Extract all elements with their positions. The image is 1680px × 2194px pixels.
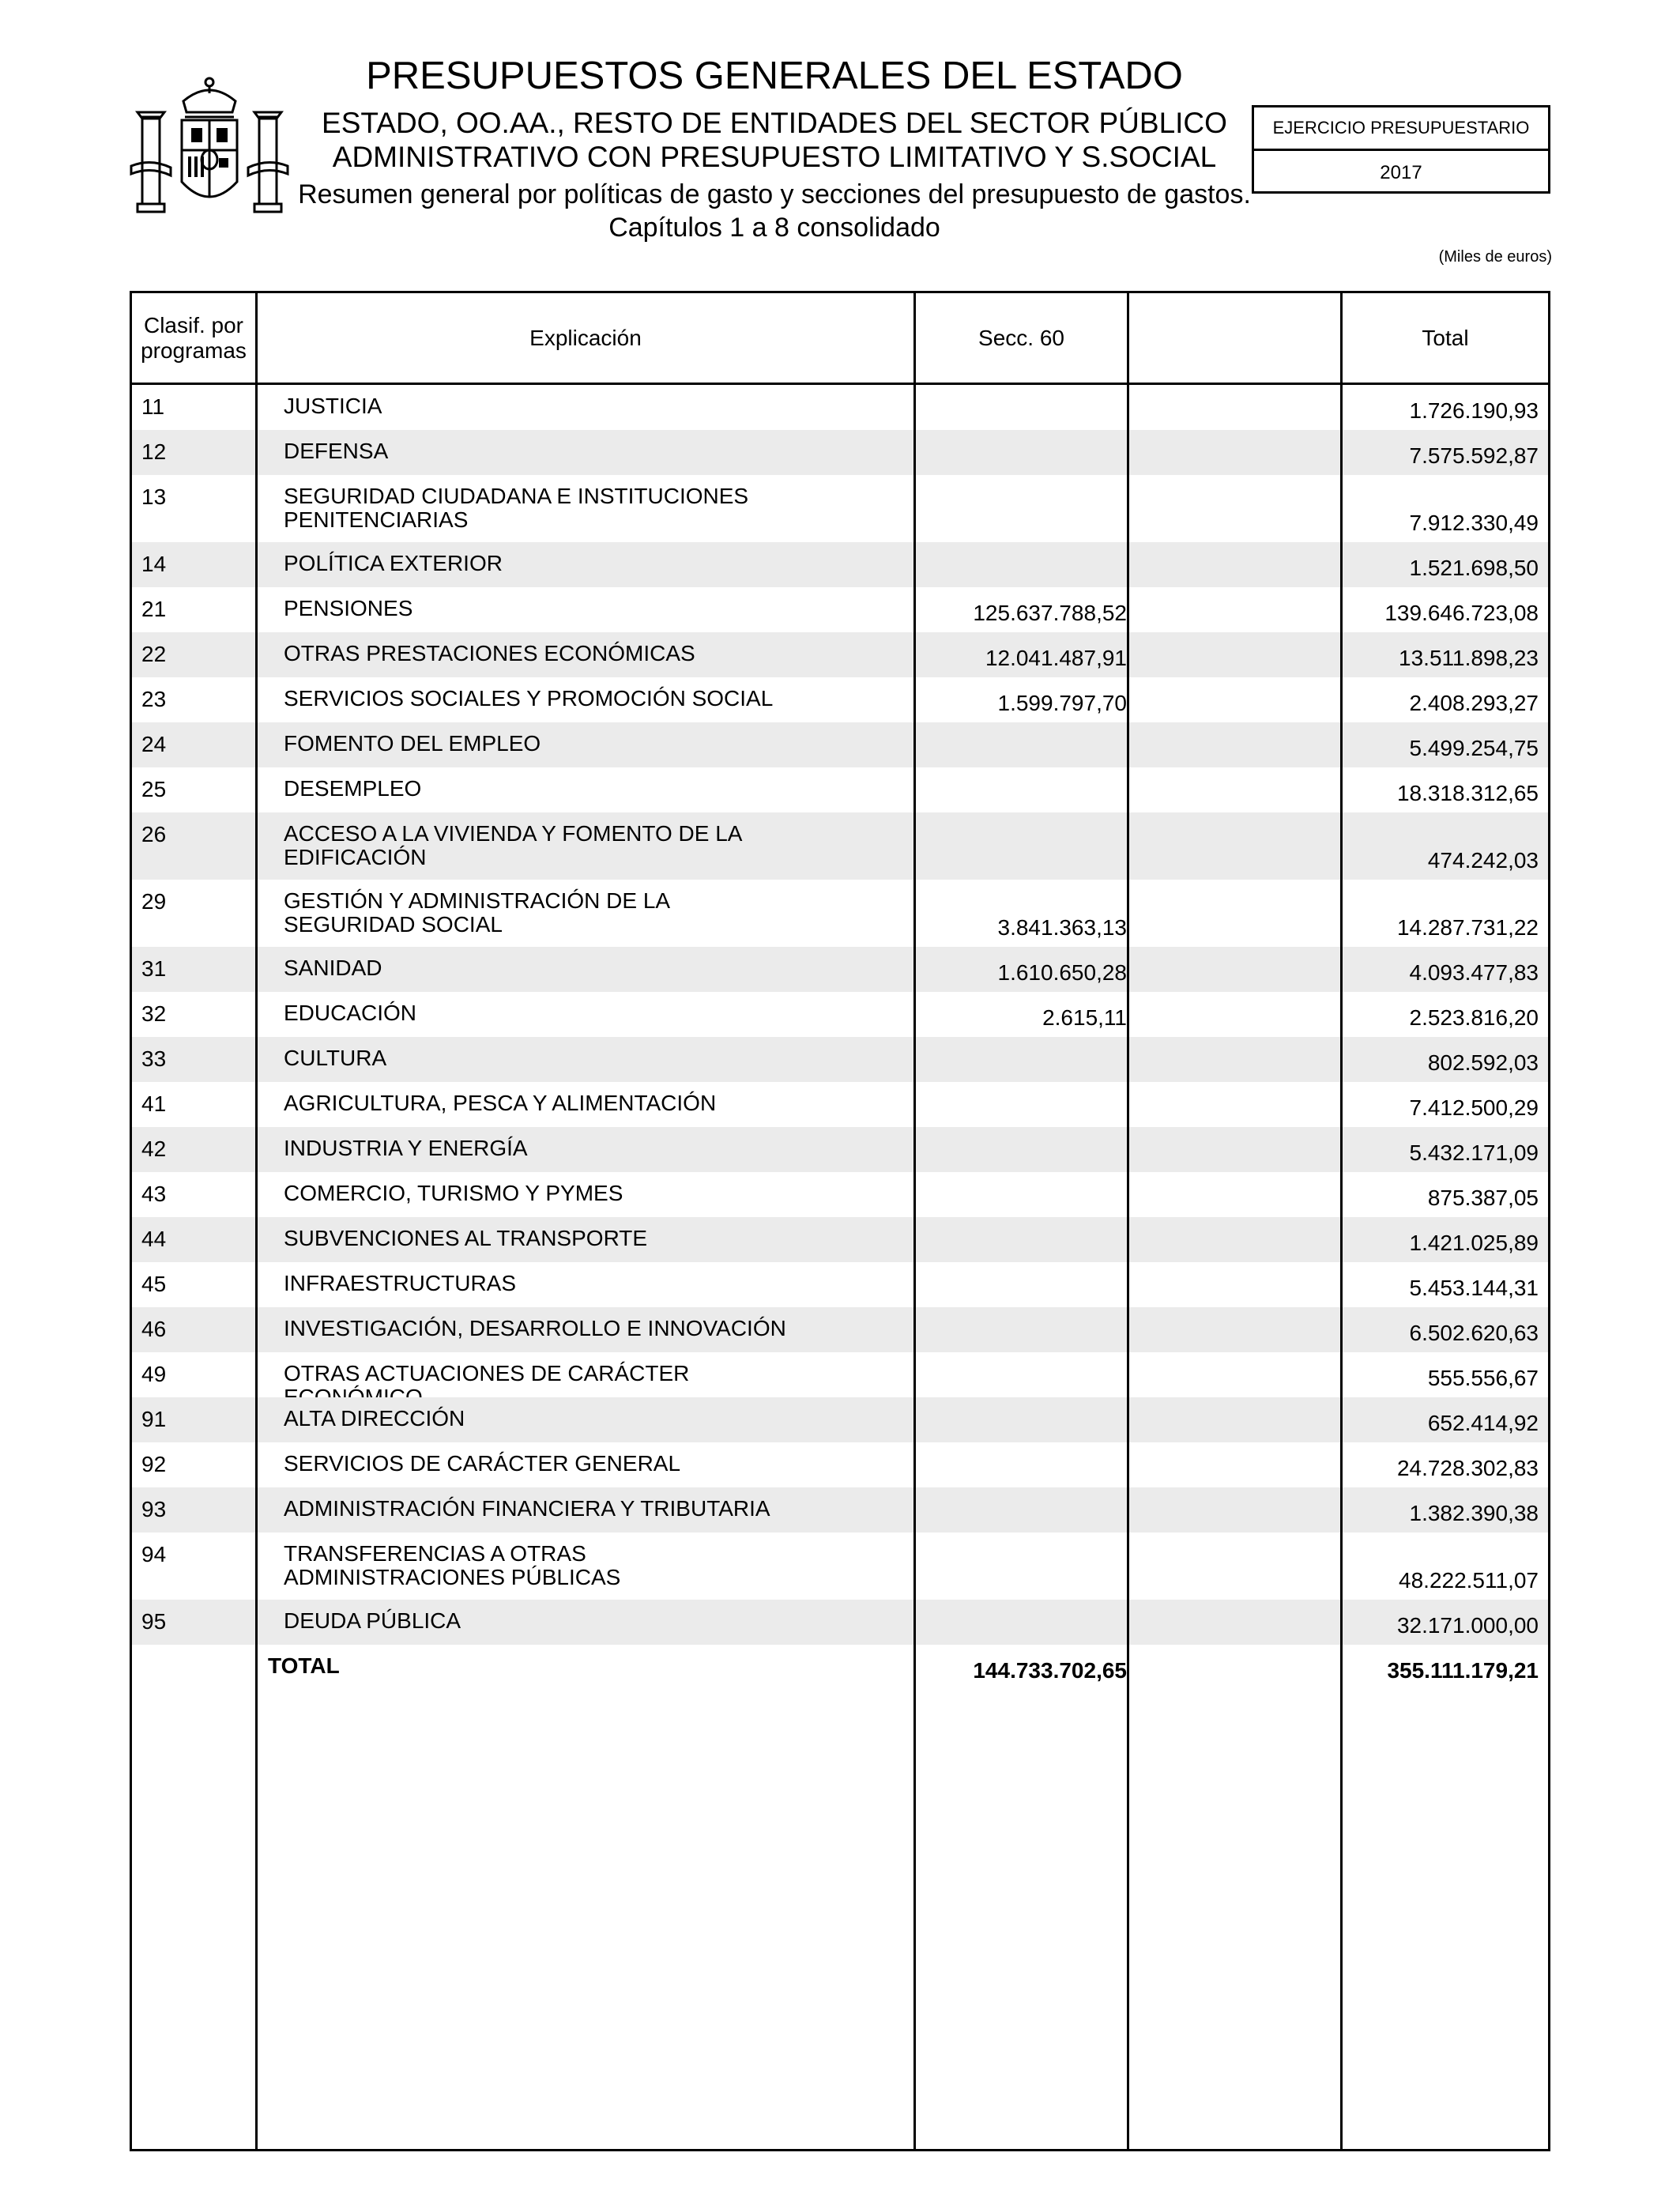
total-row (132, 1645, 1548, 1690)
row-code: 29 (141, 889, 167, 914)
row-secc-60 (922, 1442, 1127, 1487)
row-explicacion: OTRAS PRESTACIONES ECONÓMICAS (284, 641, 695, 665)
table-row (132, 947, 1548, 992)
subtitle-administrative: ADMINISTRATIVO CON PRESUPUESTO LIMITATIVO Y S.SOCIAL (332, 141, 1217, 173)
row-explicacion: OTRAS ACTUACIONES DE CARÁCTER (284, 1361, 690, 1385)
row-code: 32 (141, 1001, 167, 1026)
row-secc-60: 1.599.797,70 (997, 691, 1127, 715)
page-title: PRESUPUESTOS GENERALES DEL ESTADO (366, 55, 1183, 97)
row-secc-60 (922, 1262, 1127, 1307)
table-row (132, 1307, 1548, 1352)
table-row (132, 880, 1548, 947)
units-label: (Miles de euros) (1438, 248, 1552, 266)
header-secc-60: Secc. 60 (978, 325, 1064, 350)
row-explicacion: EDUCACIÓN (284, 1001, 417, 1025)
row-secc-60 (922, 767, 1127, 812)
row-code: 33 (141, 1046, 167, 1071)
row-code: 26 (141, 822, 167, 846)
table-row (132, 1127, 1548, 1172)
row-total: 24.728.302,83 (1396, 1456, 1539, 1480)
row-explicacion: CULTURA (284, 1046, 387, 1070)
row-secc-60 (922, 1487, 1127, 1532)
row-code: 94 (141, 1542, 167, 1566)
row-explicacion: TRANSFERENCIAS A OTRAS ADMINISTRACIONES PÚBLICAS (284, 1541, 621, 1589)
row-explicacion: DEFENSA (284, 439, 389, 463)
row-secc-60: 1.610.650,28 (997, 960, 1127, 985)
column-divider (1127, 293, 1129, 2149)
row-secc-60 (922, 1037, 1127, 1082)
table-row (132, 587, 1548, 632)
column-divider (913, 293, 916, 2149)
row-secc-60: 12.041.487,91 (985, 646, 1127, 670)
row-code: 13 (141, 484, 167, 509)
header-clasif: Clasif. por programas (141, 312, 247, 363)
row-secc-60: 3.841.363,13 (997, 915, 1127, 940)
header-blank (1129, 293, 1340, 383)
row-code: 31 (141, 956, 167, 981)
table-row (132, 475, 1548, 542)
column-divider (1340, 293, 1343, 2149)
total-value: 355.111.179,21 (1387, 1658, 1539, 1683)
row-total: 652.414,92 (1427, 1411, 1539, 1435)
row-explicacion: DEUDA PÚBLICA (284, 1608, 461, 1633)
row-secc-60 (922, 812, 1127, 880)
row-total: 14.287.731,22 (1396, 915, 1539, 940)
row-code: 25 (141, 777, 167, 801)
table-row (132, 1217, 1548, 1262)
row-secc-60 (922, 1600, 1127, 1645)
row-total: 7.575.592,87 (1409, 443, 1539, 468)
row-code: 12 (141, 439, 167, 464)
ejercicio-label: EJERCICIO PRESUPUESTARIO (1254, 107, 1548, 151)
row-code: 21 (141, 597, 167, 621)
table-row (132, 1262, 1548, 1307)
row-explicacion: SEGURIDAD CIUDADANA E INSTITUCIONES PENITENCIARIAS (284, 484, 749, 532)
subtitle-chapters: Capítulos 1 a 8 consolidado (608, 213, 940, 243)
row-explicacion: SANIDAD (284, 956, 382, 980)
row-total: 5.432.171,09 (1409, 1140, 1539, 1165)
row-code: 42 (141, 1137, 167, 1161)
row-secc-60 (922, 385, 1127, 430)
row-total: 5.499.254,75 (1409, 736, 1539, 760)
row-total: 802.592,03 (1427, 1050, 1539, 1075)
row-code: 22 (141, 642, 167, 666)
row-secc-60 (922, 1217, 1127, 1262)
row-total: 1.726.190,93 (1409, 398, 1539, 423)
row-code: 11 (141, 394, 165, 419)
header-explicacion: Explicación (529, 325, 642, 350)
row-total: 1.382.390,38 (1409, 1501, 1539, 1525)
table-row (132, 1397, 1548, 1442)
subtitle-summary: Resumen general por políticas de gasto y secciones del presupuesto de gastos. (298, 179, 1251, 209)
row-secc-60: 125.637.788,52 (973, 601, 1127, 625)
row-total: 48.222.511,07 (1399, 1568, 1539, 1593)
row-explicacion: PENSIONES (284, 596, 413, 620)
row-secc-60 (922, 722, 1127, 767)
row-explicacion: INVESTIGACIÓN, DESARROLLO E INNOVACIÓN (284, 1316, 786, 1340)
row-code: 46 (141, 1317, 167, 1341)
row-secc-60 (922, 1127, 1127, 1172)
row-total: 1.521.698,50 (1409, 556, 1539, 580)
row-total: 2.408.293,27 (1409, 691, 1539, 715)
row-code: 41 (141, 1091, 167, 1116)
row-code: 92 (141, 1452, 167, 1476)
row-explicacion: ADMINISTRACIÓN FINANCIERA Y TRIBUTARIA (284, 1496, 770, 1521)
row-secc-60: 2.615,11 (1042, 1005, 1127, 1030)
row-secc-60 (922, 475, 1127, 542)
row-explicacion: ACCESO A LA VIVIENDA Y FOMENTO DE LA EDIFICACIÓN (284, 821, 741, 869)
table-row (132, 1442, 1548, 1487)
ejercicio-box (1252, 105, 1550, 194)
row-secc-60 (922, 430, 1127, 475)
row-code: 45 (141, 1272, 167, 1296)
row-code: 49 (141, 1362, 167, 1386)
row-total: 7.912.330,49 (1409, 511, 1539, 535)
row-secc-60 (922, 542, 1127, 587)
row-total: 474.242,03 (1427, 848, 1539, 873)
budget-table (130, 291, 1550, 2151)
row-code: 95 (141, 1609, 167, 1634)
table-row (132, 632, 1548, 677)
row-explicacion: AGRICULTURA, PESCA Y ALIMENTACIÓN (284, 1091, 717, 1115)
table-row (132, 722, 1548, 767)
row-code: 44 (141, 1227, 167, 1251)
row-secc-60 (922, 1532, 1127, 1600)
table-row (132, 1082, 1548, 1127)
row-total: 555.556,67 (1427, 1366, 1539, 1390)
table-row (132, 812, 1548, 880)
row-code: 14 (141, 552, 167, 576)
row-code: 23 (141, 687, 167, 711)
row-explicacion: ALTA DIRECCIÓN (284, 1406, 465, 1431)
table-row (132, 992, 1548, 1037)
row-total: 6.502.620,63 (1409, 1321, 1539, 1345)
row-total: 7.412.500,29 (1409, 1095, 1539, 1120)
row-explicacion: JUSTICIA (284, 394, 382, 418)
coat-of-arms-icon (128, 71, 291, 229)
row-total: 139.646.723,08 (1384, 601, 1539, 625)
table-row (132, 677, 1548, 722)
table-row (132, 542, 1548, 587)
row-explicacion: DESEMPLEO (284, 776, 422, 801)
row-code: 24 (141, 732, 167, 756)
row-explicacion: POLÍTICA EXTERIOR (284, 551, 503, 575)
column-divider (255, 293, 258, 2149)
row-explicacion: SERVICIOS DE CARÁCTER GENERAL (284, 1451, 681, 1476)
subtitle-entities: ESTADO, OO.AA., RESTO DE ENTIDADES DEL SECTOR PÚBLICO (322, 107, 1227, 139)
table-row (132, 385, 1548, 430)
row-explicacion: COMERCIO, TURISMO Y PYMES (284, 1181, 623, 1205)
row-total: 18.318.312,65 (1396, 781, 1539, 805)
table-row (132, 1172, 1548, 1217)
row-secc-60 (922, 1307, 1127, 1352)
header-total: Total (1422, 325, 1469, 350)
row-explicacion: GESTIÓN Y ADMINISTRACIÓN DE LA SEGURIDAD SOCIAL (284, 888, 669, 937)
row-code: 43 (141, 1182, 167, 1206)
total-label: TOTAL (268, 1653, 340, 1678)
row-explicacion: INFRAESTRUCTURAS (284, 1271, 517, 1295)
row-explicacion: INDUSTRIA Y ENERGÍA (284, 1136, 528, 1160)
row-explicacion: SUBVENCIONES AL TRANSPORTE (284, 1226, 648, 1250)
row-total: 5.453.144,31 (1409, 1276, 1539, 1300)
row-code: 93 (141, 1497, 167, 1521)
table-row (132, 1037, 1548, 1082)
row-explicacion: SERVICIOS SOCIALES Y PROMOCIÓN SOCIAL (284, 686, 774, 711)
row-total: 2.523.816,20 (1409, 1005, 1539, 1030)
table-row (132, 430, 1548, 475)
table-row (132, 767, 1548, 812)
table-row (132, 1600, 1548, 1645)
row-explicacion: FOMENTO DEL EMPLEO (284, 731, 541, 756)
table-row (132, 1532, 1548, 1600)
row-secc-60 (922, 1397, 1127, 1442)
row-total: 32.171.000,00 (1396, 1613, 1539, 1638)
table-row (132, 1352, 1548, 1397)
row-total: 13.511.898,23 (1399, 646, 1539, 670)
row-total: 1.421.025,89 (1409, 1231, 1539, 1255)
ejercicio-year: 2017 (1380, 162, 1422, 183)
row-total: 4.093.477,83 (1409, 960, 1539, 985)
row-code: 91 (141, 1407, 167, 1431)
row-secc-60 (922, 1172, 1127, 1217)
row-total: 875.387,05 (1427, 1186, 1539, 1210)
table-row (132, 1487, 1548, 1532)
total-secc-60: 144.733.702,65 (973, 1658, 1127, 1683)
row-secc-60 (922, 1082, 1127, 1127)
row-secc-60 (922, 1352, 1127, 1397)
